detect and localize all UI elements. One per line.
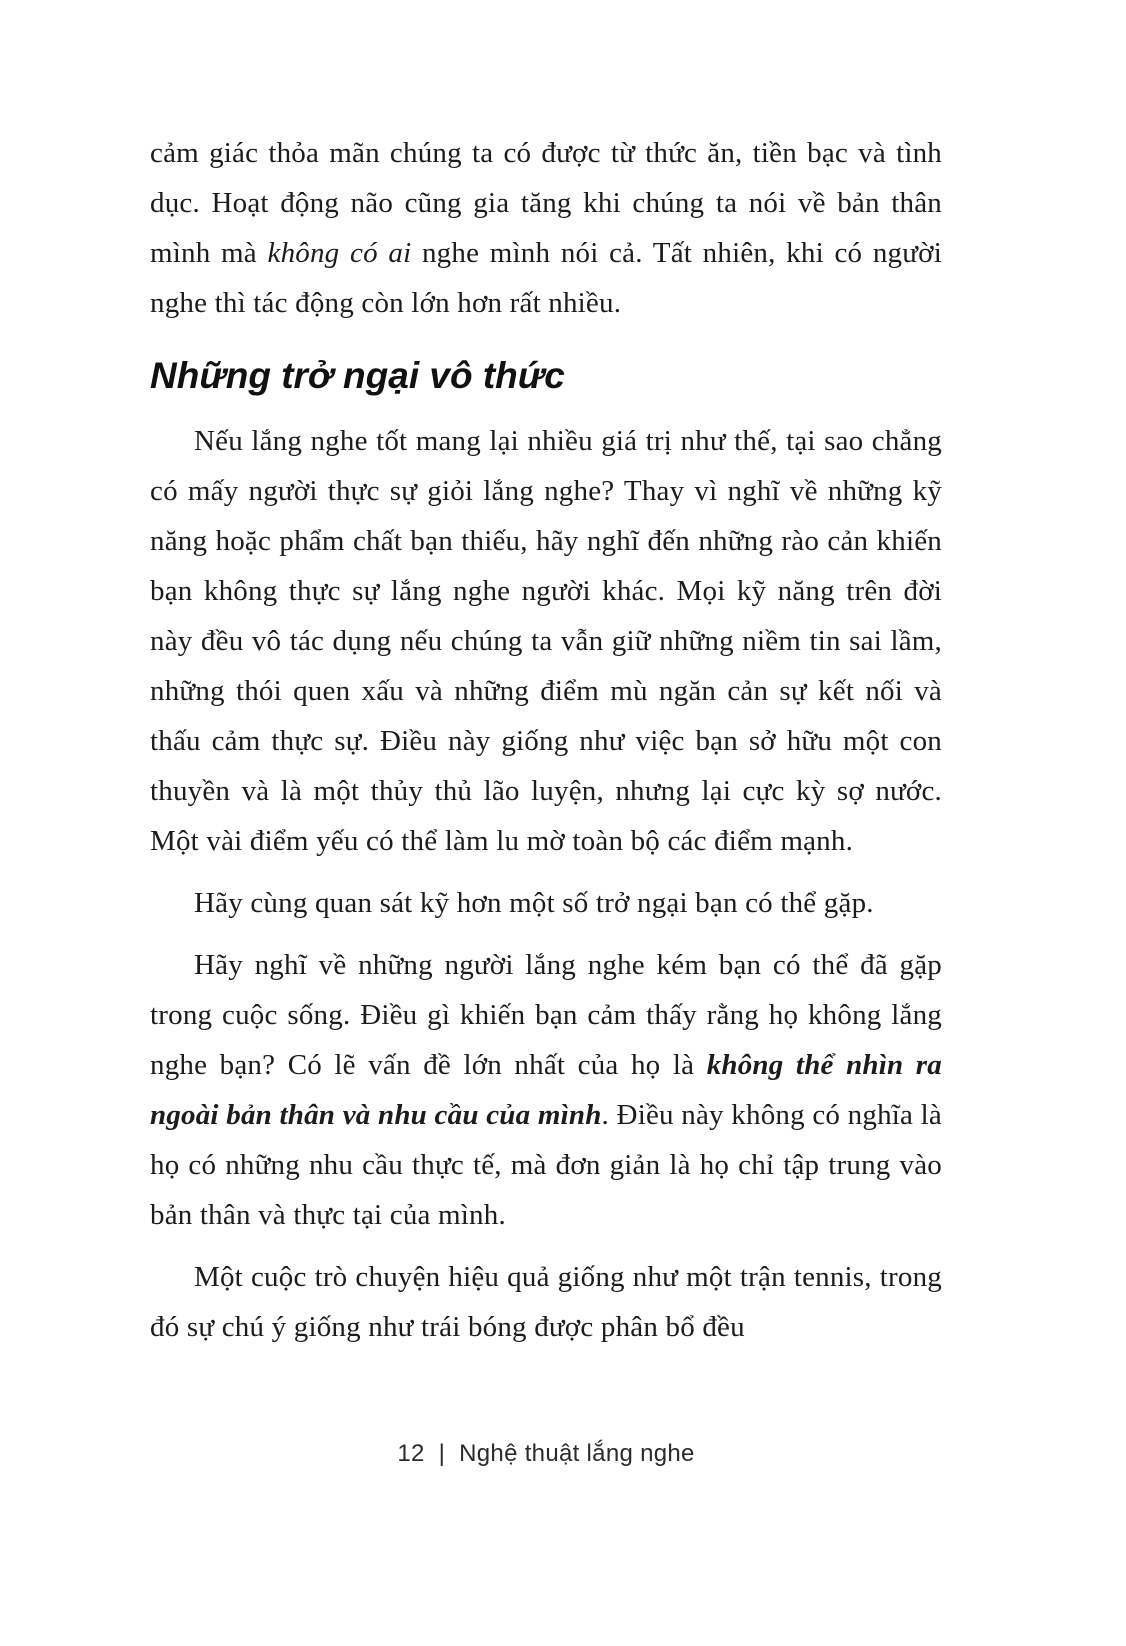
book-title: Nghệ thuật lắng nghe (459, 1440, 695, 1467)
body-text: Nếu lắng nghe tốt mang lại nhiều giá trị như thế, tại sao chẳng có mấy người thực sự giỏi lắng nghe? Thay vì nghĩ về những kỹ năng hoặc phẩm chất bạn thiếu, hãy nghĩ đến những rào cản khiến bạn không thực sự lắng nghe người khác. Mọi kỹ năng trên đời này đều vô tác dụng nếu chúng ta vẫn giữ những niềm tin sai lầm, những thói quen xấu và những điểm mù ngăn cản sự kết nối và thấu cảm thực sự. Điều này giống như việc bạn sở hữu một con thuyền và là một thủy thủ lão luyện, nhưng lại cực kỳ sợ nước. Một vài điểm yếu có thể làm lu mờ toàn bộ các điểm mạnh. (150, 425, 942, 857)
paragraph (150, 878, 942, 928)
page-body-text (150, 128, 942, 1364)
paragraph (150, 128, 942, 328)
body-text: cảm giác thỏa mãn chúng ta có được từ thức ăn, tiền bạc và tình dục. Hoạt động não cũng gia tăng khi chúng ta nói về bản thân mình mà (150, 137, 942, 269)
body-text: nghe mình nói cả. Tất nhiên, khi có người nghe thì tác động còn lớn hơn rất nhiều. (150, 237, 942, 319)
paragraph (150, 416, 942, 866)
body-text: . Điều này không có nghĩa là họ có những nhu cầu thực tế, mà đơn giản là họ chỉ tập trung vào bản thân và thực tại của mình. (150, 1099, 942, 1231)
paragraph (150, 1252, 942, 1352)
body-text: Hãy cùng quan sát kỹ hơn một số trở ngại bạn có thể gặp. (194, 887, 874, 919)
emphasized-text: không thể nhìn ra ngoài bản thân và nhu cầu của mình (150, 1049, 942, 1131)
section-heading: Những trở ngại vô thức (150, 355, 565, 396)
body-text: Hãy nghĩ về những người lắng nghe kém bạn có thể đã gặp trong cuộc sống. Điều gì khiến bạn cảm thấy rằng họ không lắng nghe bạn? Có lẽ vấn đề lớn nhất của họ là (150, 949, 942, 1081)
body-text: Một cuộc trò chuyện hiệu quả giống như một trận tennis, trong đó sự chú ý giống như trái bóng được phân bổ đều (150, 1261, 942, 1343)
page-footer (150, 1440, 942, 1468)
footer-divider: | (438, 1440, 446, 1467)
page-number: 12 (397, 1440, 425, 1467)
emphasized-text: không có ai (267, 237, 412, 269)
paragraph (150, 940, 942, 1240)
